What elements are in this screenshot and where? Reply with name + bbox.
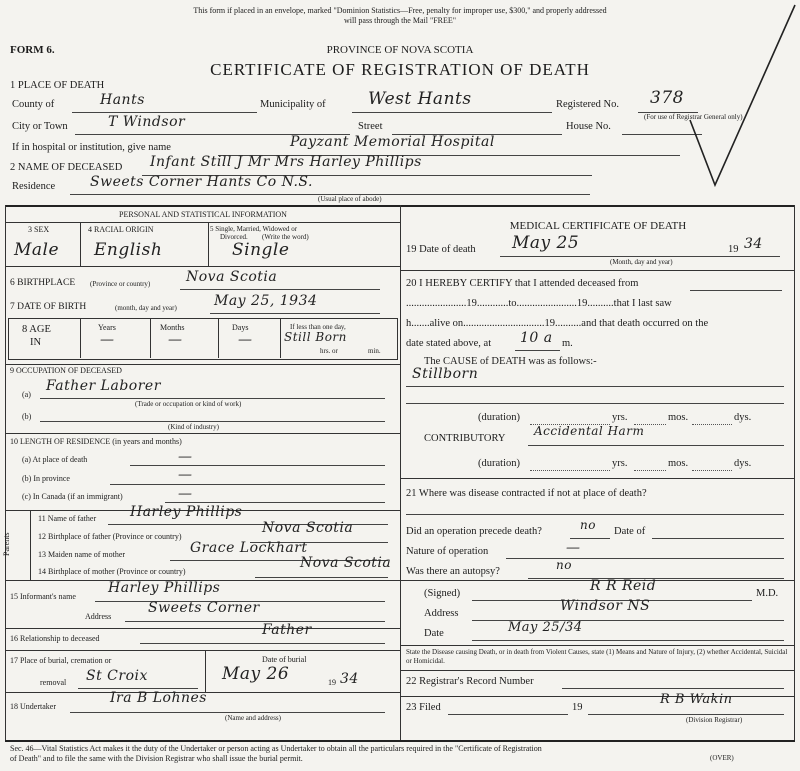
mother-name-value: Grace Lockhart bbox=[190, 540, 308, 556]
cause-label: The CAUSE of DEATH was as follows:- bbox=[424, 356, 597, 367]
mos-label-1: mos. bbox=[668, 412, 689, 423]
relationship-label: 16 Relationship to deceased bbox=[10, 634, 100, 643]
yrs-label-1: yrs. bbox=[612, 412, 628, 423]
years-label: Years bbox=[98, 323, 116, 332]
certificate-title: CERTIFICATE OF REGISTRATION OF DEATH bbox=[210, 60, 590, 79]
mother-name-label: 13 Maiden name of mother bbox=[38, 550, 126, 559]
residence-label: Residence bbox=[12, 181, 56, 192]
footer-text-2: of Death" and to file the same with the Division Registrar who shall issue the burial permit. bbox=[10, 754, 303, 763]
date-of-death-label: 19 Date of death bbox=[406, 244, 476, 255]
racial-origin-label: 4 RACIAL ORIGIN bbox=[88, 225, 154, 234]
yrs-label-2: yrs. bbox=[612, 458, 628, 469]
place-of-death-label: 1 PLACE OF DEATH bbox=[10, 80, 105, 91]
birthplace-value: Nova Scotia bbox=[186, 269, 278, 285]
months-label: Months bbox=[160, 323, 185, 332]
undertaker-label: 18 Undertaker bbox=[10, 702, 56, 711]
months-dash: — bbox=[168, 332, 183, 348]
occupation-a-label: (a) bbox=[22, 390, 31, 399]
occupation-b-note: (Kind of industry) bbox=[168, 423, 219, 431]
hospital-value: Payzant Memorial Hospital bbox=[290, 134, 495, 150]
county-label: County of bbox=[12, 99, 55, 110]
birthplace-note: (Province or country) bbox=[90, 280, 151, 288]
filed-year-prefix: 19 bbox=[572, 702, 583, 713]
dob-value: May 25, 1934 bbox=[214, 293, 318, 309]
question-22-label: 22 Registrar's Record Number bbox=[406, 676, 534, 687]
city-label: City or Town bbox=[12, 121, 68, 132]
certify-line-4a: date stated above, at bbox=[406, 338, 492, 349]
usual-abode-note: (Usual place of abode) bbox=[318, 195, 382, 203]
county-value: Hants bbox=[100, 92, 145, 108]
operation-value: no bbox=[580, 518, 596, 532]
signed-value: R R Reid bbox=[590, 578, 657, 594]
father-birth-label: 12 Birthplace of father (Province or country) bbox=[38, 532, 182, 541]
occupation-label: 9 OCCUPATION OF DECEASED bbox=[10, 366, 122, 375]
less-than-day-label: If less than one day, bbox=[290, 323, 346, 331]
medical-address-label: Address bbox=[424, 608, 459, 619]
contributory-value: Accidental Harm bbox=[534, 424, 645, 438]
personal-heading: PERSONAL AND STATISTICAL INFORMATION bbox=[119, 210, 287, 219]
sex-value: Male bbox=[14, 240, 60, 260]
residence-c-dash: — bbox=[178, 486, 193, 502]
burial-year-prefix: 19 bbox=[328, 678, 336, 687]
age-label-2: IN bbox=[30, 337, 42, 348]
undertaker-value: Ira B Lohnes bbox=[110, 690, 207, 706]
name-of-deceased-value: Infant Still J Mr Mrs Harley Phillips bbox=[150, 154, 422, 170]
parents-label: Parents bbox=[2, 532, 11, 556]
days-label: Days bbox=[232, 323, 249, 332]
contributory-label: CONTRIBUTORY bbox=[424, 433, 506, 444]
footer-over: (OVER) bbox=[710, 754, 734, 762]
undertaker-note: (Name and address) bbox=[225, 714, 281, 722]
medical-date-value: May 25/34 bbox=[508, 620, 583, 635]
informant-address-label: Address bbox=[85, 612, 112, 621]
cause-value: Stillborn bbox=[412, 366, 479, 382]
death-year-prefix: 19 bbox=[728, 244, 739, 255]
registrar-note: (For use of Registrar General only) bbox=[644, 113, 743, 121]
informant-address-value: Sweets Corner bbox=[148, 600, 260, 616]
hospital-label: If in hospital or institution, give name bbox=[12, 142, 171, 153]
residence-c-label: (c) In Canada (if an immigrant) bbox=[22, 492, 123, 501]
residence-a-label: (a) At place of death bbox=[22, 455, 88, 464]
checkmark-stroke bbox=[680, 0, 800, 200]
autopsy-value: no bbox=[556, 558, 572, 572]
marital-label-1: 5 Single, Married, Widowed or bbox=[210, 225, 298, 233]
operation-label: Did an operation precede death? bbox=[406, 526, 542, 537]
division-registrar-note: (Division Registrar) bbox=[686, 716, 743, 724]
burial-place-value: St Croix bbox=[86, 668, 148, 684]
municipality-value: West Hants bbox=[368, 89, 472, 109]
min-label: min. bbox=[368, 347, 381, 355]
dys-label-1: dys. bbox=[734, 412, 752, 423]
residence-length-label: 10 LENGTH OF RESIDENCE (in years and months) bbox=[10, 437, 182, 446]
father-name-label: 11 Name of father bbox=[38, 514, 97, 523]
date-of-death-value: May 25 bbox=[512, 233, 580, 253]
city-value: T Windsor bbox=[108, 114, 186, 130]
signed-label: (Signed) bbox=[424, 588, 461, 599]
mail-notice-line2: will pass through the Mail "FREE" bbox=[343, 16, 457, 25]
medical-address-value: Windsor NS bbox=[560, 598, 651, 614]
nature-of-operation-label: Nature of operation bbox=[406, 546, 489, 557]
certify-line-4b: m. bbox=[562, 338, 573, 349]
father-name-value: Harley Phillips bbox=[130, 504, 243, 520]
province-heading: PROVINCE OF NOVA SCOTIA bbox=[326, 44, 474, 56]
days-dash: — bbox=[238, 332, 253, 348]
certify-time-value: 10 a bbox=[520, 330, 553, 346]
footer-text-1: Sec. 46—Vital Statistics Act makes it the duty of the Undertaker or person acting as Undertaker to obtain all the particulars required in the "Certificate of Registration bbox=[10, 744, 542, 753]
burial-label-1: 17 Place of burial, cremation or bbox=[10, 656, 112, 665]
registered-no-value: 378 bbox=[650, 88, 684, 108]
certify-line-2: .......................19............to.......................19..........that I last saw bbox=[406, 298, 672, 309]
medical-heading: MEDICAL CERTIFICATE OF DEATH bbox=[509, 220, 687, 232]
less-than-day-value: Still Born bbox=[284, 330, 347, 344]
mail-notice-line1: This form if placed in an envelope, marked "Dominion Statistics—Free, penalty for improper use, $300," and properly addressed bbox=[193, 6, 607, 15]
house-no-label: House No. bbox=[566, 121, 611, 132]
violent-causes-note: State the Disease causing Death, or in death from Violent Causes, state (1) Means and Nature of Injury, (2) whether Accidental, Suicidal or Homicidal. bbox=[406, 648, 788, 665]
name-of-deceased-label: 2 NAME OF DECEASED bbox=[10, 162, 123, 173]
relationship-value: Father bbox=[262, 622, 312, 638]
occupation-a-value: Father Laborer bbox=[46, 378, 161, 394]
burial-year-value: 34 bbox=[340, 671, 359, 687]
filed-registrar-signature: R B Wakin bbox=[660, 692, 733, 707]
birthplace-label: 6 BIRTHPLACE bbox=[10, 278, 76, 288]
informant-value: Harley Phillips bbox=[108, 580, 221, 596]
date-of-label: Date of bbox=[614, 526, 646, 537]
duration-label-1: (duration) bbox=[478, 412, 520, 423]
question-23-label: 23 Filed bbox=[406, 702, 441, 713]
death-year-value: 34 bbox=[744, 236, 763, 252]
residence-b-dash: — bbox=[178, 467, 193, 483]
certify-label: 20 I HEREBY CERTIFY that I attended deceased from bbox=[406, 278, 639, 289]
autopsy-label: Was there an autopsy? bbox=[406, 566, 500, 577]
marital-label-2: Divorced. bbox=[220, 233, 248, 241]
municipality-label: Municipality of bbox=[260, 99, 326, 110]
age-label-1: 8 AGE bbox=[22, 324, 51, 335]
medical-date-label: Date bbox=[424, 628, 444, 639]
years-dash: — bbox=[100, 332, 115, 348]
father-birth-value: Nova Scotia bbox=[262, 520, 354, 536]
informant-label: 15 Informant's name bbox=[10, 592, 76, 601]
occupation-a-note: (Trade or occupation or kind of work) bbox=[135, 400, 242, 408]
residence-value: Sweets Corner Hants Co N.S. bbox=[90, 174, 313, 190]
racial-origin-value: English bbox=[94, 240, 163, 260]
burial-label-2: removal bbox=[40, 678, 67, 687]
mother-birth-label: 14 Birthplace of mother (Province or country) bbox=[38, 567, 186, 576]
hrs-label: hrs. or bbox=[320, 347, 338, 355]
dob-note: (month, day and year) bbox=[115, 304, 177, 312]
mother-birth-value: Nova Scotia bbox=[300, 555, 392, 571]
nature-dash: — bbox=[566, 540, 581, 556]
dys-label-2: dys. bbox=[734, 458, 752, 469]
residence-b-label: (b) In province bbox=[22, 474, 70, 483]
duration-label-2: (duration) bbox=[478, 458, 520, 469]
certify-line-3: h.......alive on...............................19..........and that death occurred on the bbox=[406, 318, 709, 329]
residence-a-dash: — bbox=[178, 449, 193, 465]
burial-date-value: May 26 bbox=[222, 664, 290, 684]
registered-no-label: Registered No. bbox=[556, 99, 619, 110]
street-label: Street bbox=[358, 121, 383, 132]
marital-value: Single bbox=[232, 240, 290, 260]
marital-label-3: (Write the word) bbox=[262, 233, 309, 241]
burial-date-label: Date of burial bbox=[262, 655, 307, 664]
form-number: FORM 6. bbox=[10, 44, 55, 56]
sex-label: 3 SEX bbox=[28, 225, 50, 234]
occupation-b-label: (b) bbox=[22, 412, 32, 421]
md-label: M.D. bbox=[756, 588, 779, 599]
question-21-label: 21 Where was disease contracted if not at place of death? bbox=[406, 488, 647, 499]
mos-label-2: mos. bbox=[668, 458, 689, 469]
date-of-death-note: (Month, day and year) bbox=[610, 258, 673, 266]
dob-label: 7 DATE OF BIRTH bbox=[10, 302, 87, 312]
